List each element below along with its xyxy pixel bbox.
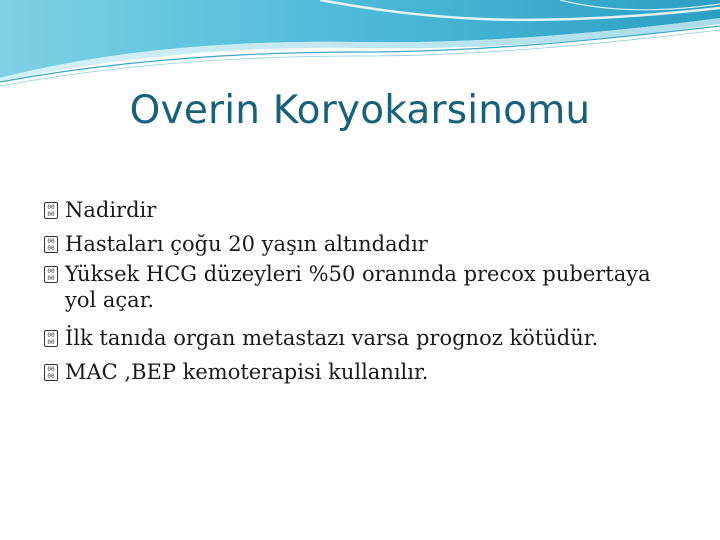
bullet-list [44,193,684,389]
missing-glyph-icon: 00 00 [44,266,58,283]
missing-glyph-icon: 00 00 [44,364,58,381]
bullet-text: İlk tanıda organ metastazı varsa prognoz kötüdür. [65,326,599,350]
bullet-text: Yüksek HCG düzeyleri %50 oranında precox pubertaya yol açar. [65,262,651,312]
bullet-text: Hastaları çoğu 20 yaşın altındadır [65,232,428,256]
slide-title: Overin Koryokarsinomu [129,88,591,133]
bullet-item [44,355,684,389]
bullet-item [44,193,684,227]
missing-glyph-icon: 00 00 [44,202,58,219]
header-wave-decoration [0,0,720,90]
bullet-text: MAC ,BEP kemoterapisi kullanılır. [65,360,429,384]
bullet-item [44,227,684,261]
bullet-item [44,321,684,355]
missing-glyph-icon: 00 00 [44,236,58,253]
missing-glyph-icon: 00 00 [44,330,58,347]
bullet-text: Nadirdir [65,198,157,222]
bullet-item [44,261,684,313]
